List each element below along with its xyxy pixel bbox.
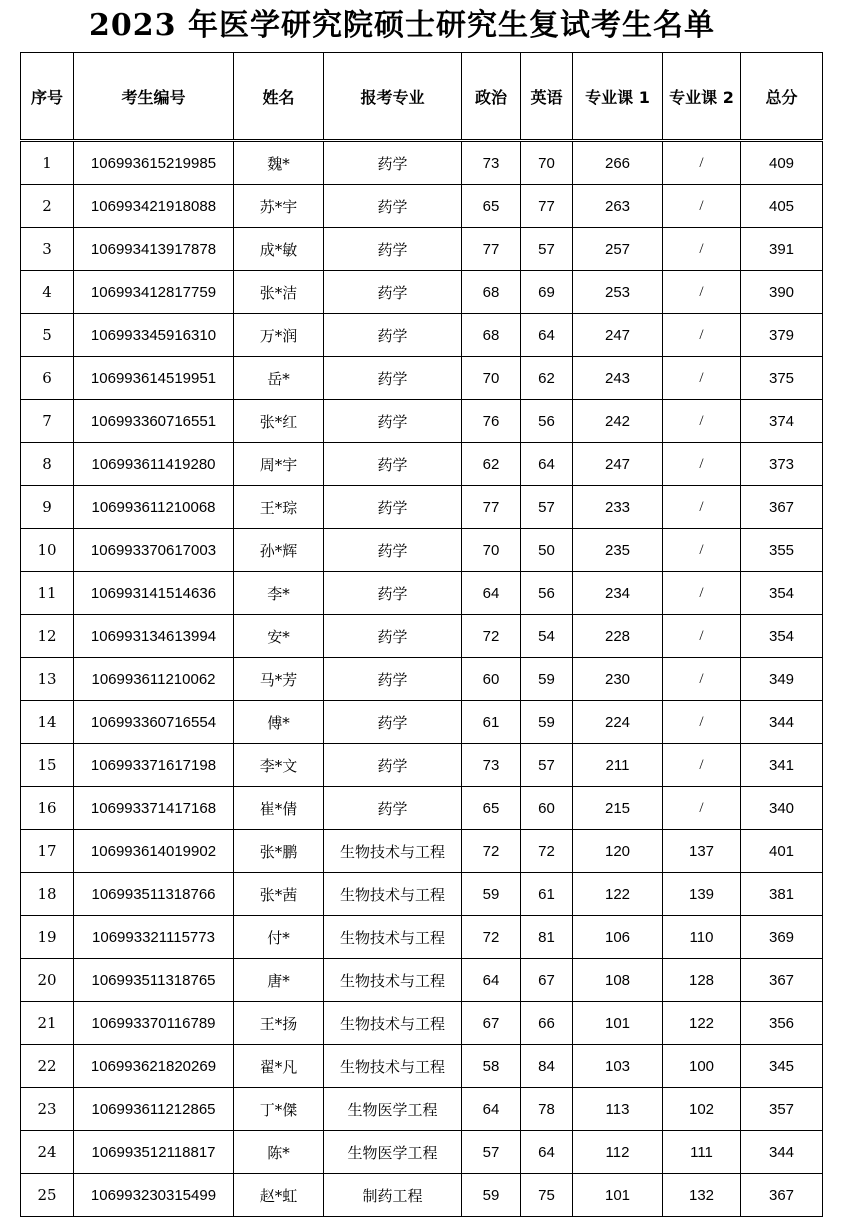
course1-cell: 113 — [573, 1088, 663, 1131]
course2-cell: 122 — [663, 1002, 741, 1045]
politics-cell: 65 — [462, 787, 521, 830]
total-cell: 381 — [741, 873, 823, 916]
table-row — [21, 529, 823, 572]
major-cell: 药学 — [324, 141, 462, 185]
seq-cell: 5 — [21, 314, 74, 357]
english-cell: 57 — [521, 228, 573, 271]
english-cell: 50 — [521, 529, 573, 572]
politics-cell: 61 — [462, 701, 521, 744]
politics-cell: 76 — [462, 400, 521, 443]
total-cell: 367 — [741, 486, 823, 529]
major-cell: 药学 — [324, 271, 462, 314]
course1-cell: 215 — [573, 787, 663, 830]
course1-cell: 243 — [573, 357, 663, 400]
exam-id-cell: 106993134613994 — [74, 615, 234, 658]
seq-cell: 14 — [21, 701, 74, 744]
course2-cell: / — [663, 744, 741, 787]
seq-cell: 24 — [21, 1131, 74, 1174]
course2-cell: / — [663, 615, 741, 658]
english-cell: 57 — [521, 744, 573, 787]
course1-cell: 242 — [573, 400, 663, 443]
seq-cell: 10 — [21, 529, 74, 572]
seq-cell: 16 — [21, 787, 74, 830]
header-exam-id: 考生编号 — [74, 53, 234, 141]
seq-cell: 20 — [21, 959, 74, 1002]
table-row — [21, 959, 823, 1002]
english-cell: 59 — [521, 658, 573, 701]
page-title: 2023 年医学研究院硕士研究生复试考生名单 — [89, 8, 715, 43]
table-row — [21, 1174, 823, 1217]
politics-cell: 58 — [462, 1045, 521, 1088]
course2-cell: 128 — [663, 959, 741, 1002]
exam-id-cell: 106993611210062 — [74, 658, 234, 701]
politics-cell: 65 — [462, 185, 521, 228]
course1-cell: 224 — [573, 701, 663, 744]
english-cell: 69 — [521, 271, 573, 314]
course1-cell: 247 — [573, 314, 663, 357]
name-cell: 张*茜 — [234, 873, 324, 916]
major-cell: 药学 — [324, 787, 462, 830]
course2-cell: / — [663, 185, 741, 228]
exam-id-cell: 106993512118817 — [74, 1131, 234, 1174]
seq-cell: 12 — [21, 615, 74, 658]
total-cell: 405 — [741, 185, 823, 228]
name-cell: 李* — [234, 572, 324, 615]
politics-cell: 59 — [462, 873, 521, 916]
english-cell: 64 — [521, 443, 573, 486]
name-cell: 万*润 — [234, 314, 324, 357]
total-cell: 355 — [741, 529, 823, 572]
course1-cell: 233 — [573, 486, 663, 529]
name-cell: 魏* — [234, 141, 324, 185]
course2-cell: 111 — [663, 1131, 741, 1174]
english-cell: 56 — [521, 400, 573, 443]
total-cell: 345 — [741, 1045, 823, 1088]
exam-id-cell: 106993360716551 — [74, 400, 234, 443]
politics-cell: 67 — [462, 1002, 521, 1045]
english-cell: 59 — [521, 701, 573, 744]
course2-cell: / — [663, 658, 741, 701]
table-row — [21, 572, 823, 615]
major-cell: 生物技术与工程 — [324, 1002, 462, 1045]
english-cell: 61 — [521, 873, 573, 916]
table-row — [21, 228, 823, 271]
course2-cell: / — [663, 357, 741, 400]
seq-cell: 19 — [21, 916, 74, 959]
name-cell: 崔*倩 — [234, 787, 324, 830]
english-cell: 70 — [521, 141, 573, 185]
table-row — [21, 1088, 823, 1131]
major-cell: 药学 — [324, 357, 462, 400]
course2-cell: / — [663, 701, 741, 744]
course1-cell: 228 — [573, 615, 663, 658]
major-cell: 药学 — [324, 314, 462, 357]
course2-cell: / — [663, 787, 741, 830]
seq-cell: 11 — [21, 572, 74, 615]
total-cell: 373 — [741, 443, 823, 486]
total-cell: 349 — [741, 658, 823, 701]
course2-cell: 110 — [663, 916, 741, 959]
header-course2: 专业课 2 — [663, 53, 741, 141]
exam-id-cell: 106993370116789 — [74, 1002, 234, 1045]
course2-cell: / — [663, 400, 741, 443]
total-cell: 354 — [741, 572, 823, 615]
exam-id-cell: 106993321115773 — [74, 916, 234, 959]
course1-cell: 103 — [573, 1045, 663, 1088]
exam-id-cell: 106993141514636 — [74, 572, 234, 615]
table-row — [21, 357, 823, 400]
header-politics: 政治 — [462, 53, 521, 141]
table-row — [21, 916, 823, 959]
politics-cell: 73 — [462, 744, 521, 787]
name-cell: 赵*虹 — [234, 1174, 324, 1217]
header-seq: 序号 — [21, 53, 74, 141]
total-cell: 379 — [741, 314, 823, 357]
table-row — [21, 400, 823, 443]
course2-cell: 137 — [663, 830, 741, 873]
politics-cell: 72 — [462, 916, 521, 959]
course1-cell: 234 — [573, 572, 663, 615]
exam-id-cell: 106993370617003 — [74, 529, 234, 572]
table-row — [21, 1131, 823, 1174]
total-cell: 367 — [741, 1174, 823, 1217]
course1-cell: 120 — [573, 830, 663, 873]
name-cell: 张*洁 — [234, 271, 324, 314]
total-cell: 356 — [741, 1002, 823, 1045]
name-cell: 陈* — [234, 1131, 324, 1174]
table-row — [21, 701, 823, 744]
course1-cell: 266 — [573, 141, 663, 185]
course2-cell: / — [663, 572, 741, 615]
name-cell: 傅* — [234, 701, 324, 744]
exam-id-cell: 106993371617198 — [74, 744, 234, 787]
exam-id-cell: 106993360716554 — [74, 701, 234, 744]
course2-cell: 132 — [663, 1174, 741, 1217]
course1-cell: 230 — [573, 658, 663, 701]
major-cell: 药学 — [324, 744, 462, 787]
course2-cell: / — [663, 228, 741, 271]
course2-cell: 139 — [663, 873, 741, 916]
seq-cell: 3 — [21, 228, 74, 271]
course2-cell: / — [663, 271, 741, 314]
name-cell: 苏*宇 — [234, 185, 324, 228]
name-cell: 付* — [234, 916, 324, 959]
name-cell: 周*宇 — [234, 443, 324, 486]
total-cell: 357 — [741, 1088, 823, 1131]
exam-id-cell: 106993421918088 — [74, 185, 234, 228]
name-cell: 王*琮 — [234, 486, 324, 529]
total-cell: 390 — [741, 271, 823, 314]
header-total: 总分 — [741, 53, 823, 141]
name-cell: 张*鹏 — [234, 830, 324, 873]
table-row — [21, 141, 823, 185]
english-cell: 60 — [521, 787, 573, 830]
course2-cell: 102 — [663, 1088, 741, 1131]
major-cell: 生物医学工程 — [324, 1088, 462, 1131]
course2-cell: / — [663, 141, 741, 185]
politics-cell: 62 — [462, 443, 521, 486]
name-cell: 成*敏 — [234, 228, 324, 271]
major-cell: 生物医学工程 — [324, 1131, 462, 1174]
major-cell: 药学 — [324, 529, 462, 572]
header-row — [21, 53, 823, 141]
total-cell: 369 — [741, 916, 823, 959]
politics-cell: 68 — [462, 271, 521, 314]
course1-cell: 106 — [573, 916, 663, 959]
candidate-table — [20, 52, 823, 1217]
course1-cell: 253 — [573, 271, 663, 314]
name-cell: 张*红 — [234, 400, 324, 443]
table-row — [21, 787, 823, 830]
total-cell: 375 — [741, 357, 823, 400]
total-cell: 341 — [741, 744, 823, 787]
exam-id-cell: 106993614519951 — [74, 357, 234, 400]
english-cell: 66 — [521, 1002, 573, 1045]
english-cell: 64 — [521, 1131, 573, 1174]
politics-cell: 57 — [462, 1131, 521, 1174]
seq-cell: 15 — [21, 744, 74, 787]
seq-cell: 18 — [21, 873, 74, 916]
seq-cell: 4 — [21, 271, 74, 314]
name-cell: 丁*傑 — [234, 1088, 324, 1131]
politics-cell: 64 — [462, 959, 521, 1002]
politics-cell: 77 — [462, 228, 521, 271]
seq-cell: 9 — [21, 486, 74, 529]
seq-cell: 2 — [21, 185, 74, 228]
total-cell: 344 — [741, 1131, 823, 1174]
seq-cell: 6 — [21, 357, 74, 400]
course1-cell: 257 — [573, 228, 663, 271]
politics-cell: 70 — [462, 529, 521, 572]
course1-cell: 108 — [573, 959, 663, 1002]
major-cell: 药学 — [324, 572, 462, 615]
table-row — [21, 271, 823, 314]
exam-id-cell: 106993615219985 — [74, 141, 234, 185]
total-cell: 391 — [741, 228, 823, 271]
seq-cell: 22 — [21, 1045, 74, 1088]
politics-cell: 73 — [462, 141, 521, 185]
course2-cell: / — [663, 486, 741, 529]
table-row — [21, 314, 823, 357]
course1-cell: 112 — [573, 1131, 663, 1174]
exam-id-cell: 106993614019902 — [74, 830, 234, 873]
header-course1: 专业课 1 — [573, 53, 663, 141]
total-cell: 340 — [741, 787, 823, 830]
table-row — [21, 873, 823, 916]
major-cell: 制药工程 — [324, 1174, 462, 1217]
course2-cell: / — [663, 529, 741, 572]
seq-cell: 17 — [21, 830, 74, 873]
english-cell: 54 — [521, 615, 573, 658]
major-cell: 生物技术与工程 — [324, 959, 462, 1002]
course1-cell: 101 — [573, 1174, 663, 1217]
total-cell: 401 — [741, 830, 823, 873]
name-cell: 王*扬 — [234, 1002, 324, 1045]
total-cell: 374 — [741, 400, 823, 443]
seq-cell: 8 — [21, 443, 74, 486]
politics-cell: 60 — [462, 658, 521, 701]
name-cell: 马*芳 — [234, 658, 324, 701]
course2-cell: / — [663, 443, 741, 486]
major-cell: 生物技术与工程 — [324, 873, 462, 916]
exam-id-cell: 106993511318766 — [74, 873, 234, 916]
major-cell: 药学 — [324, 486, 462, 529]
total-cell: 409 — [741, 141, 823, 185]
politics-cell: 77 — [462, 486, 521, 529]
table-row — [21, 443, 823, 486]
politics-cell: 72 — [462, 830, 521, 873]
table-header — [21, 53, 823, 141]
name-cell: 翟*凡 — [234, 1045, 324, 1088]
total-cell: 344 — [741, 701, 823, 744]
course1-cell: 122 — [573, 873, 663, 916]
politics-cell: 59 — [462, 1174, 521, 1217]
table-row — [21, 185, 823, 228]
politics-cell: 70 — [462, 357, 521, 400]
header-major: 报考专业 — [324, 53, 462, 141]
course1-cell: 235 — [573, 529, 663, 572]
major-cell: 药学 — [324, 228, 462, 271]
course1-cell: 263 — [573, 185, 663, 228]
politics-cell: 68 — [462, 314, 521, 357]
major-cell: 药学 — [324, 615, 462, 658]
table-row — [21, 615, 823, 658]
english-cell: 67 — [521, 959, 573, 1002]
exam-id-cell: 106993345916310 — [74, 314, 234, 357]
header-english: 英语 — [521, 53, 573, 141]
politics-cell: 64 — [462, 572, 521, 615]
major-cell: 药学 — [324, 185, 462, 228]
seq-cell: 13 — [21, 658, 74, 701]
major-cell: 药学 — [324, 400, 462, 443]
table-row — [21, 1045, 823, 1088]
table-row — [21, 486, 823, 529]
major-cell: 生物技术与工程 — [324, 830, 462, 873]
total-cell: 367 — [741, 959, 823, 1002]
english-cell: 75 — [521, 1174, 573, 1217]
english-cell: 72 — [521, 830, 573, 873]
exam-id-cell: 106993621820269 — [74, 1045, 234, 1088]
name-cell: 唐* — [234, 959, 324, 1002]
name-cell: 孙*辉 — [234, 529, 324, 572]
english-cell: 64 — [521, 314, 573, 357]
table-row — [21, 744, 823, 787]
english-cell: 56 — [521, 572, 573, 615]
course1-cell: 247 — [573, 443, 663, 486]
english-cell: 77 — [521, 185, 573, 228]
course1-cell: 101 — [573, 1002, 663, 1045]
exam-id-cell: 106993511318765 — [74, 959, 234, 1002]
exam-id-cell: 106993413917878 — [74, 228, 234, 271]
exam-id-cell: 106993371417168 — [74, 787, 234, 830]
exam-id-cell: 106993611419280 — [74, 443, 234, 486]
seq-cell: 25 — [21, 1174, 74, 1217]
header-name: 姓名 — [234, 53, 324, 141]
english-cell: 62 — [521, 357, 573, 400]
english-cell: 84 — [521, 1045, 573, 1088]
major-cell: 药学 — [324, 443, 462, 486]
major-cell: 药学 — [324, 701, 462, 744]
exam-id-cell: 106993611210068 — [74, 486, 234, 529]
major-cell: 药学 — [324, 658, 462, 701]
table-row — [21, 658, 823, 701]
name-cell: 李*文 — [234, 744, 324, 787]
politics-cell: 72 — [462, 615, 521, 658]
total-cell: 354 — [741, 615, 823, 658]
course2-cell: / — [663, 314, 741, 357]
english-cell: 57 — [521, 486, 573, 529]
name-cell: 安* — [234, 615, 324, 658]
table-row — [21, 1002, 823, 1045]
politics-cell: 64 — [462, 1088, 521, 1131]
table-body — [21, 141, 823, 1217]
name-cell: 岳* — [234, 357, 324, 400]
exam-id-cell: 106993230315499 — [74, 1174, 234, 1217]
exam-id-cell: 106993611212865 — [74, 1088, 234, 1131]
seq-cell: 1 — [21, 141, 74, 185]
english-cell: 81 — [521, 916, 573, 959]
english-cell: 78 — [521, 1088, 573, 1131]
course2-cell: 100 — [663, 1045, 741, 1088]
seq-cell: 23 — [21, 1088, 74, 1131]
table-row — [21, 830, 823, 873]
course1-cell: 211 — [573, 744, 663, 787]
major-cell: 生物技术与工程 — [324, 1045, 462, 1088]
seq-cell: 7 — [21, 400, 74, 443]
seq-cell: 21 — [21, 1002, 74, 1045]
major-cell: 生物技术与工程 — [324, 916, 462, 959]
exam-id-cell: 106993412817759 — [74, 271, 234, 314]
